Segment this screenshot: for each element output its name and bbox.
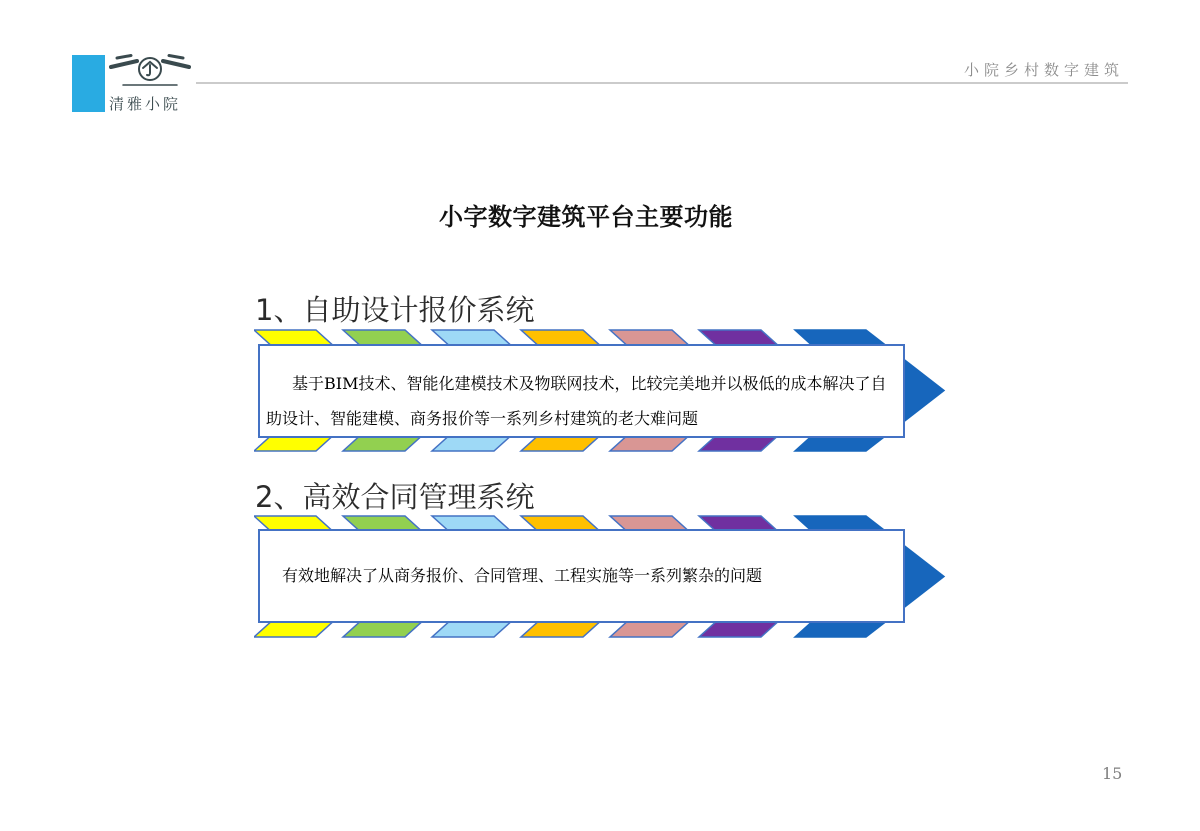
section-2-textbox bbox=[258, 529, 905, 623]
logo-mark-icon bbox=[107, 52, 193, 94]
chevron-banner-2 bbox=[254, 515, 954, 638]
section-2-heading: 2、高效合同管理系统 bbox=[255, 480, 535, 514]
page-number: 15 bbox=[1102, 764, 1123, 783]
chevron-banner-1 bbox=[254, 329, 954, 452]
logo-square bbox=[72, 55, 105, 112]
header-divider bbox=[196, 82, 1128, 84]
section-1-heading: 1、自助设计报价系统 bbox=[255, 293, 535, 327]
header-doc-title: 小院乡村数字建筑 bbox=[963, 61, 1124, 79]
section-1-textbox bbox=[258, 344, 905, 438]
logo-text: 清雅小院 bbox=[109, 95, 182, 113]
section-2-body: 有效地解决了从商务报价、合同管理、工程实施等一系列繁杂的问题 bbox=[282, 566, 763, 585]
section-1-body: 基于BIM技术、智能化建模技术及物联网技术，比较完美地并以极低的成本解决了自助设计、智能建模、商务报价等一系列乡村建筑的老大难问题 bbox=[266, 374, 887, 428]
page-title: 小字数字建筑平台主要功能 bbox=[439, 203, 733, 231]
